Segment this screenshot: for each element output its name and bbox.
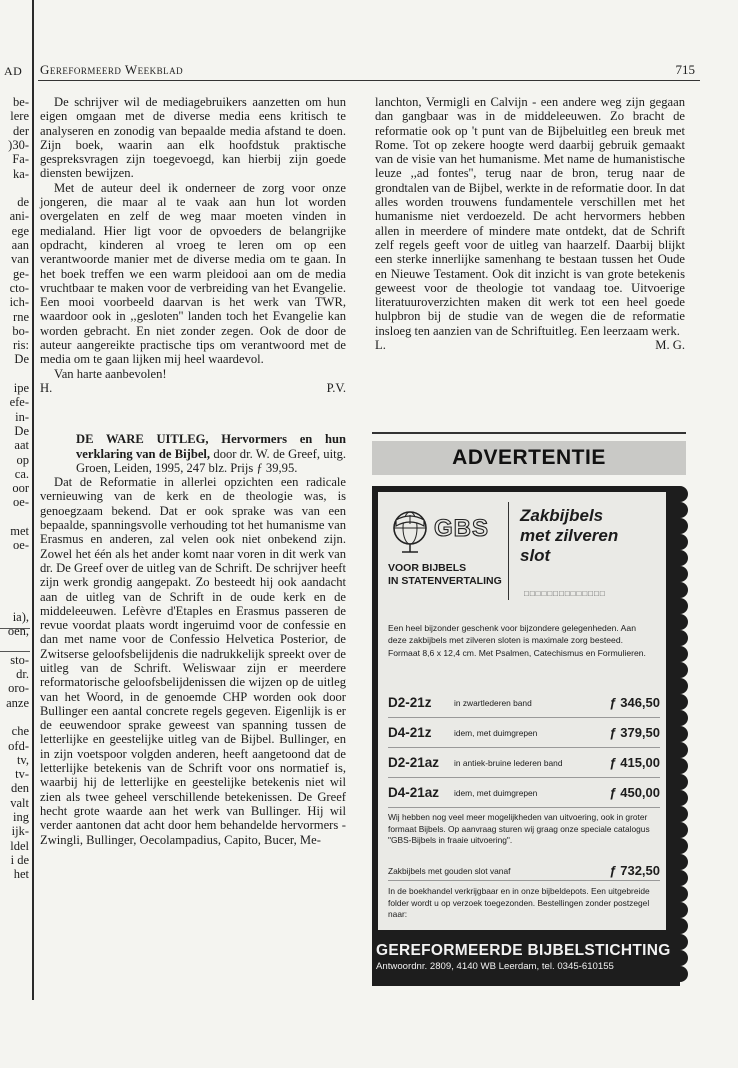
paragraph: De schrijver wil de mediagebruikers aanzetten om hun eigen omgaan met de diverse media eens kritisch te analyseren en zonodig van bepaalde media afstand te doen. Zijn boek, waarin aan elk hoofdstuk praktische gespreksvragen zijn toegevoegd, kan hierbij zijn goede diensten bewijzen. xyxy=(40,95,346,181)
facing-page-fragment: ipe xyxy=(13,381,29,395)
right-column xyxy=(375,95,685,352)
running-header xyxy=(40,62,695,78)
facing-page-fragment: op xyxy=(16,452,29,467)
review-continuation: lanchton, Vermigli en Calvijn - een andere weg zijn gegaan dan gangbaar was in de middeleeuwen. Zo bracht de reformatie ook op 't punt van de Bijbeluitleg een breuk met Rome. Tot op zekere hoogte werd daarbij gebruik gemaakt van de visie van het humanisme. Met name de humanistische leuze ,,ad fontes'', terug naar de bron, terug naar de grondtalen van de Bijbel, werkte in de reformatie door. In dat alles worden trouwens fundamentele verschillen met het humanisme niet verdoezeld. De acht hervormers hebben allen in meerdere of mindere mate ontdekt, dat de Schrift zelf regels geeft voor de uitleg van haarzelf. Daarbij blijkt een sterke innerlijke samenhang te bestaan tussen het Oude en Nieuwe Testament. Ook dit inzicht is van grote betekenis geweest voor de theologie tot vandaag toe. Uitvoerige literatuuroverzichten maken dit werk tot een heel goede hulpbron bij de studie van de wegen die de reformatie insloeg ten aanzien van de Schriftuitleg. Een leerzaam werk. xyxy=(375,95,685,338)
gold-clasp-row xyxy=(388,864,660,881)
facing-page-fragment: in- xyxy=(15,409,29,424)
price-row xyxy=(388,718,660,748)
price-row xyxy=(388,748,660,778)
gbs-logo-text: GBS xyxy=(434,515,490,542)
facing-page-fragment: anze xyxy=(6,695,29,710)
organisation-address: Antwoordnr. 2809, 4140 WB Leerdam, tel. 0345-610155 xyxy=(376,961,614,972)
product-code: D2-21az xyxy=(388,755,440,770)
facing-page-fragment: che xyxy=(11,724,29,739)
product-code: D4-21az xyxy=(388,785,440,800)
facing-page-fragment: ofd- xyxy=(8,738,29,753)
advert-more-options: Wij hebben nog veel meer mogelijkheden van uitvoering, ook in groter formaat Bijbels. Op aanvraag sturen wij graag onze speciale catalogus "GBS-Bijbels in fraaie uitvoering". xyxy=(388,812,650,846)
product-price: ƒ 346,50 xyxy=(609,695,660,710)
advert-description: Een heel bijzonder geschenk voor bijzondere gelegenheden. Aan deze zakbijbels met zilveren sloten is maximale zorg besteed. Formaat 8,6 x 12,4 cm. Met Psalmen, Catechismus en Formulieren. xyxy=(388,623,646,658)
paragraph: Met de auteur deel ik onderneer de zorg voor onze jongeren, die maar al te vaak aan hun lot worden overgelaten en zelf de weg maar moeten vinden in medialand. Hier ligt voor de opvoeders de belangrijke opdracht, kinderen al vroeg te leren om op een verantwoorde manier met de diverse media om te gaan. In het boek treffen we een warm pleidooi aan om de media vruchtbaar te maken voor de verbreiding van het Evangelie. Een mooi voorbeeld daarvan is het werk van TWR, waardoor ook in ,,gesloten'' landen toch het Evangelie kan worden gebracht. En niet zonder zegen. Ook de door de auteur aangereikte practische tips om verantwoord met de media om te gaan lijken mij heel waardevol. xyxy=(40,180,346,367)
headline-line: met zilveren xyxy=(520,526,619,545)
facing-page-fragment: ca. xyxy=(14,466,29,481)
advert-scallop-edge xyxy=(672,486,688,986)
product-description: idem, met duimgrepen xyxy=(454,728,538,738)
advert-banner: ADVERTENTIE xyxy=(372,441,686,475)
product-price: ƒ 450,00 xyxy=(609,785,660,800)
price-row xyxy=(388,688,660,718)
gold-clasp-label: Zakbijbels met gouden slot vanaf xyxy=(388,866,511,876)
facing-page-fragment: ing xyxy=(13,810,29,824)
facing-page-fragment: sto- xyxy=(10,652,29,667)
advert-divider xyxy=(508,502,509,600)
headline-line: Zakbijbels xyxy=(520,506,604,525)
facing-page-fragment: oe- xyxy=(13,495,29,510)
facing-page-fragment: ege xyxy=(11,223,29,238)
review-meta: door dr. W. de Greef, uitg. Groen, Leiden, 1995, 247 blz. Prijs ƒ 39,95. xyxy=(76,446,347,475)
advert-headline xyxy=(520,506,618,566)
facing-page-fragment: rne xyxy=(13,309,29,324)
facing-page-fragment: oen, xyxy=(7,624,29,639)
review-title: DE WARE UITLEG, Hervormers en hun verklaring van de Bijbel, xyxy=(76,432,346,461)
headline-line: slot xyxy=(520,546,551,565)
gold-clasp-price: ƒ 732,50 xyxy=(609,863,660,878)
facing-page-fragment: De xyxy=(14,423,29,438)
facing-page-fragment: ani- xyxy=(9,209,29,224)
logo-caption-line: VOOR BIJBELS xyxy=(388,562,467,574)
facing-page-fragment: cto- xyxy=(9,280,29,295)
signature-line xyxy=(375,338,685,352)
facing-page-fragment: tv, xyxy=(16,752,29,767)
review-heading xyxy=(40,432,346,475)
signature-left: H. xyxy=(40,380,53,395)
price-list xyxy=(388,688,660,808)
advert-footer xyxy=(376,942,672,972)
facing-page-fragment: bo- xyxy=(12,323,29,338)
facing-page-fragment: de xyxy=(17,195,29,210)
facing-page-fragment: aan xyxy=(11,238,29,252)
decorative-squares: □□□□□□□□□□□□□□ xyxy=(524,589,606,598)
product-price: ƒ 415,00 xyxy=(609,755,660,770)
facing-page-fragment: met xyxy=(10,524,29,538)
facing-page-fragment: efe- xyxy=(9,395,29,410)
facing-page-fragment: tv- xyxy=(15,767,29,782)
price-row xyxy=(388,778,660,808)
product-description: in antiek-bruine lederen band xyxy=(454,758,563,768)
facing-page-fragment: ich- xyxy=(9,295,29,310)
facing-page-fragment: het xyxy=(13,867,29,882)
facing-page-fragment: ka- xyxy=(13,166,29,181)
facing-page-fragment: den xyxy=(10,781,29,796)
facing-page-fragment: Fa- xyxy=(12,152,29,167)
product-code: D4-21z xyxy=(388,725,432,740)
facing-page-fragment: oe- xyxy=(13,538,29,553)
facing-page-fragment: valt xyxy=(10,795,29,810)
facing-page-fragment: be- xyxy=(13,95,29,109)
facing-page-fragment: lere xyxy=(10,109,29,124)
facing-page-box xyxy=(0,628,30,652)
facing-page-fragment: ris: xyxy=(13,338,29,353)
facing-page-fragment: der xyxy=(13,123,29,138)
paragraph: Van harte aanbevolen! xyxy=(54,366,167,381)
facing-page-fragment: oor xyxy=(12,481,29,496)
facing-page-fragment: aat xyxy=(14,438,29,453)
organisation-name: GEREFORMEERDE BIJBELSTICHTING xyxy=(376,942,671,959)
left-column xyxy=(40,95,346,847)
facing-page-fragment: ia), xyxy=(12,609,29,624)
advert-panel xyxy=(378,492,666,930)
product-code: D2-21z xyxy=(388,695,432,710)
facing-page-fragment: De xyxy=(14,352,29,367)
facing-page-fragment: oro- xyxy=(8,681,29,696)
facing-page-edge xyxy=(0,0,34,1000)
facing-page-fragment: ldel xyxy=(10,838,29,853)
facing-page-fragment: ijk- xyxy=(11,824,29,839)
globe-book-icon xyxy=(394,512,426,552)
signature-right: M. G. xyxy=(655,338,685,353)
signature-right: P.V. xyxy=(326,380,346,395)
facing-page-fragment: van xyxy=(10,252,29,267)
facing-page-fragment: ge- xyxy=(13,266,29,281)
product-description: idem, met duimgrepen xyxy=(454,788,538,798)
header-rule xyxy=(38,80,700,81)
signature-left: L. xyxy=(375,338,386,353)
facing-page-fragment: dr. xyxy=(16,667,29,681)
review-body: Dat de Reformatie in allerlei opzichten een radicale vernieuwing van de kerk en de theologie was, is genoegzaam bekend. Dat er ook sprake was van een bepaalde, spanningsvolle verhouding tot het humanisme van Erasmus en anderen, zal velen ook niet onbekend zijn. Zowel het één als het ander komt naar voren in dit werk van dr. De Greef over de uitleg van de Schrift. De schrijver heeft zijn werk grondig aangepakt. Zo besteedt hij ook aandacht aan de uitleg van de Schrift in de oude kerk en de middeleeuwen. Lefèvre d'Etaples en Erasmus passeren de revue voordat plaats wordt ingeruimd voor de confessie en dan met name voor de Confessio Helvetica Posterior, de Zwitserse geloofsbelijdenis die nadrukkelijk spreekt over de uitleg van de Schrift. Weliswaar zijn er meerdere reformatorische geloofsbelijdenissen die wijzen op de uitleg van het Woord, in de genoemde CHP worden ook door Bullinger een aantal concrete regels gegeven. Eigenlijk is er de eeuwendoor sprake geweest van spanning tussen de letterlijke en geestelijke uitleg van de Bijbel. Bullinger, en in zijn voetspoor volgden anderen, heeft aangetoond dat de letterlijke betekenis van de Schrift voor ons normatief is, waarbij hij de letterlijke en geestelijke betekenis niet wil zien als twee geheel verschillende betekenissen. De Greef hecht grote waarde aan het werk van Bullinger. Hij wil verder aantonen dat acht door hem behandelde hervormers - Zwingli, Bullinger, Oecolampadius, Capito, Bucer, Me- xyxy=(40,475,346,847)
facing-page-fragment: i de xyxy=(10,852,29,867)
product-price: ƒ 379,50 xyxy=(609,725,660,740)
logo-caption xyxy=(388,562,502,588)
publication-title: Gereformeerd Weekblad xyxy=(40,62,184,77)
logo-caption-line: IN STATENVERTALING xyxy=(388,575,502,587)
page-number: 715 xyxy=(675,62,695,77)
product-description: in zwartlederen band xyxy=(454,698,532,708)
facing-page-header: AD xyxy=(4,64,23,78)
advert-rule xyxy=(372,432,686,434)
signature-line xyxy=(40,381,346,395)
facing-page-fragment: )30- xyxy=(8,137,29,152)
gbs-logo xyxy=(386,502,506,556)
advert-ordering-info: In de boekhandel verkrijgbaar en in onze bijbeldepots. Een uitgebreide folder wordt u op verzoek toegezonden. Bestellingen zonder postzegel naar: xyxy=(388,886,650,920)
